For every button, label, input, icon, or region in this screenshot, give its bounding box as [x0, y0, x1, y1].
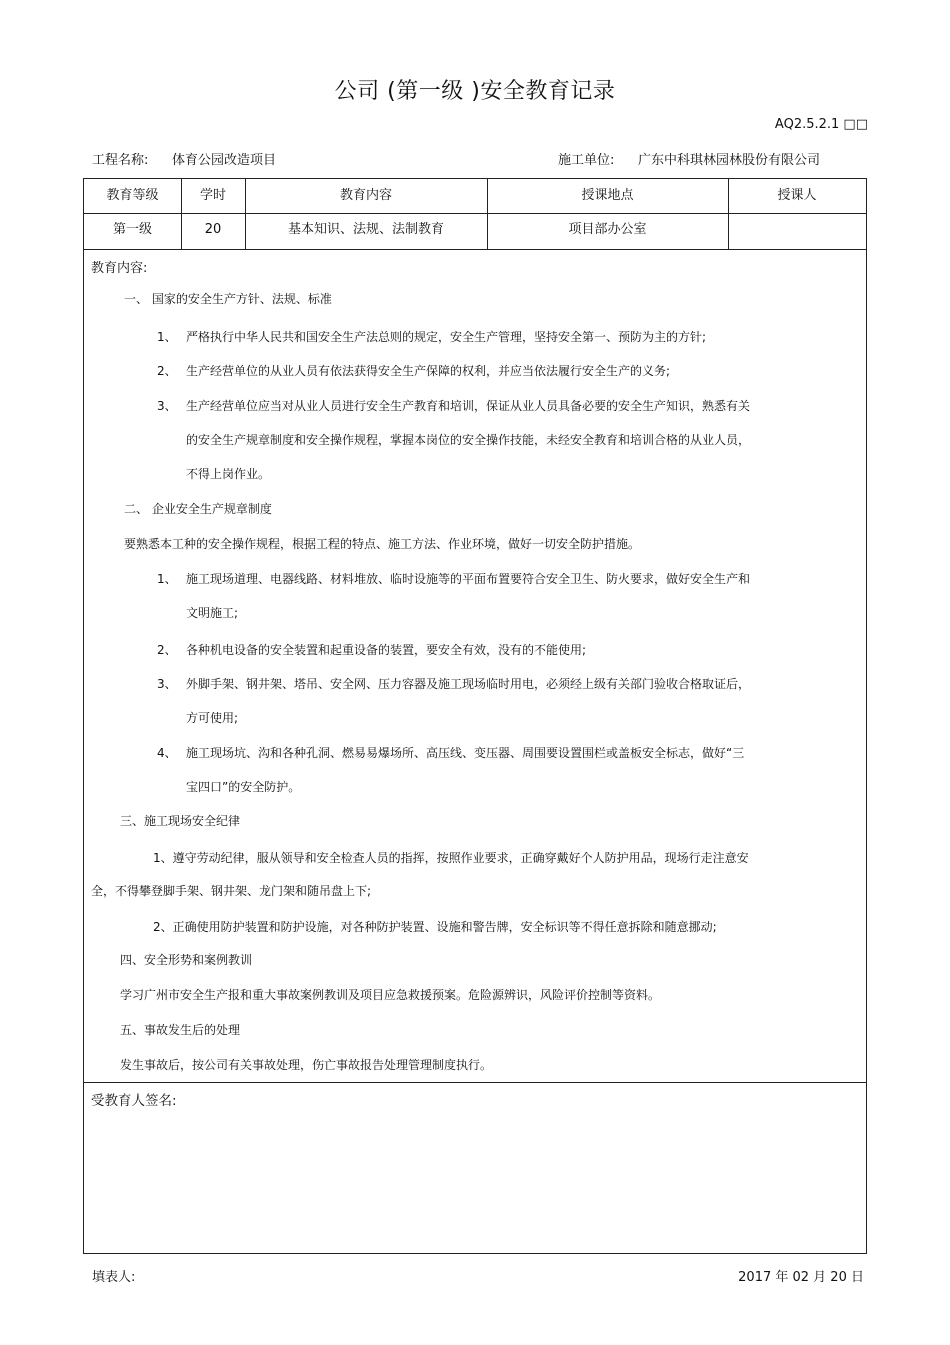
row-instructor	[728, 213, 866, 247]
section-3-item-2: 2、正确使用防护装置和防护设施，对各种防护装置、设施和警告牌，安全标识等不得任意拆除和随意挪动;	[153, 920, 717, 934]
row-education-content: 基本知识、法规、法制教育	[287, 222, 444, 237]
section-2-item-3-cont: 方可使用;	[186, 711, 239, 725]
item-number: 4、	[157, 746, 177, 760]
trainee-signature-area[interactable]	[85, 1104, 865, 1252]
item-number: 3、	[157, 677, 177, 691]
table-divider	[84, 249, 866, 250]
document-code: AQ2.5.2.1 □□	[774, 117, 868, 132]
section-3-title: 三、施工现场安全纪律	[120, 814, 241, 828]
section-1-title: 一、 国家的安全生产方针、法规、标准	[124, 292, 332, 306]
header-hours: 学时	[199, 188, 226, 203]
section-5-body: 发生事故后，按公司有关事故处理，伤亡事故报告处理管理制度执行。	[120, 1058, 493, 1072]
trainee-signature-label: 受教育人签名:	[91, 1093, 177, 1109]
row-education-level: 第一级	[112, 222, 152, 237]
section-2-item-4: 施工现场坑、沟和各种孔洞、燃易易爆场所、高压线、变压器、周围要设置围栏或盖板安全标志，做好“三	[186, 746, 745, 760]
section-1-item-1: 严格执行中华人民共和国安全生产法总则的规定，安全生产管理，坚持安全第一、预防为主的方针;	[186, 330, 707, 344]
row-location: 项目部办公室	[568, 222, 647, 237]
row-hours: 20	[204, 222, 222, 237]
section-2-item-1: 施工现场道理、电器线路、材料堆放、临时设施等的平面布置要符合安全卫生、防火要求，做好安全生产和	[186, 572, 751, 586]
header-instructor: 授课人	[777, 188, 817, 203]
section-1-item-3: 生产经营单位应当对从业人员进行安全生产教育和培训，保证从业人员具备必要的安全生产知识，熟悉有关	[186, 399, 751, 413]
item-number: 1、	[157, 330, 177, 344]
item-number: 2、	[157, 364, 177, 378]
section-5-title: 五、事故发生后的处理	[120, 1023, 241, 1037]
construction-unit-label: 施工单位:	[558, 153, 615, 168]
project-name-label: 工程名称:	[92, 153, 149, 168]
section-1-item-2: 生产经营单位的从业人员有依法获得安全生产保障的权利，并应当依法履行安全生产的义务;	[186, 364, 671, 378]
section-2-title: 二、 企业安全生产规章制度	[124, 502, 272, 516]
section-3-item-1-cont: 全，不得攀登脚手架、钢井架、龙门架和随吊盘上下;	[91, 884, 372, 898]
record-date: 2017 年 02 月 20 日	[738, 1270, 864, 1285]
content-label: 教育内容:	[91, 261, 148, 276]
section-1-item-3-cont: 的安全生产规章制度和安全操作规程，掌握本岗位的安全操作技能，未经安全教育和培训合格的从业人员，	[186, 433, 751, 447]
section-2-intro: 要熟悉本工种的安全操作规程，根据工程的特点、施工方法、作业环境，做好一切安全防护措施。	[124, 537, 641, 551]
section-4-title: 四、安全形势和案例教训	[120, 953, 253, 967]
filler-label: 填表人:	[92, 1270, 136, 1285]
item-number: 3、	[157, 399, 177, 413]
record-table	[83, 178, 867, 1254]
header-location: 授课地点	[581, 188, 634, 203]
document-title: 公司 (第一级 )安全教育记录	[334, 79, 616, 104]
header-education-content: 教育内容	[339, 188, 392, 203]
item-number: 1、	[157, 572, 177, 586]
section-2-item-3: 外脚手架、钢井架、塔吊、安全网、压力容器及施工现场临时用电，必须经上级有关部门验收合格取证后，	[186, 677, 751, 691]
section-1-item-3-cont: 不得上岗作业。	[186, 467, 271, 481]
section-4-body: 学习广州市安全生产报和重大事故案例教训及项目应急救援预案。危险源辨识，风险评价控制等资料。	[120, 988, 661, 1002]
header-education-level: 教育等级	[106, 188, 159, 203]
section-2-item-1-cont: 文明施工;	[186, 606, 239, 620]
project-name-value: 体育公园改造项目	[172, 153, 277, 168]
section-2-item-4-cont: 宝四口”的安全防护。	[186, 780, 301, 794]
section-3-item-1: 1、遵守劳动纪律，服从领导和安全检查人员的指挥，按照作业要求，正确穿戴好个人防护用品，现场行走注意安	[153, 851, 749, 865]
table-divider	[84, 1082, 866, 1083]
section-2-item-2: 各种机电设备的安全装置和起重设备的装置，要安全有效，没有的不能使用;	[186, 643, 587, 657]
construction-unit-value: 广东中科琪林园林股份有限公司	[638, 153, 821, 168]
item-number: 2、	[157, 643, 177, 657]
